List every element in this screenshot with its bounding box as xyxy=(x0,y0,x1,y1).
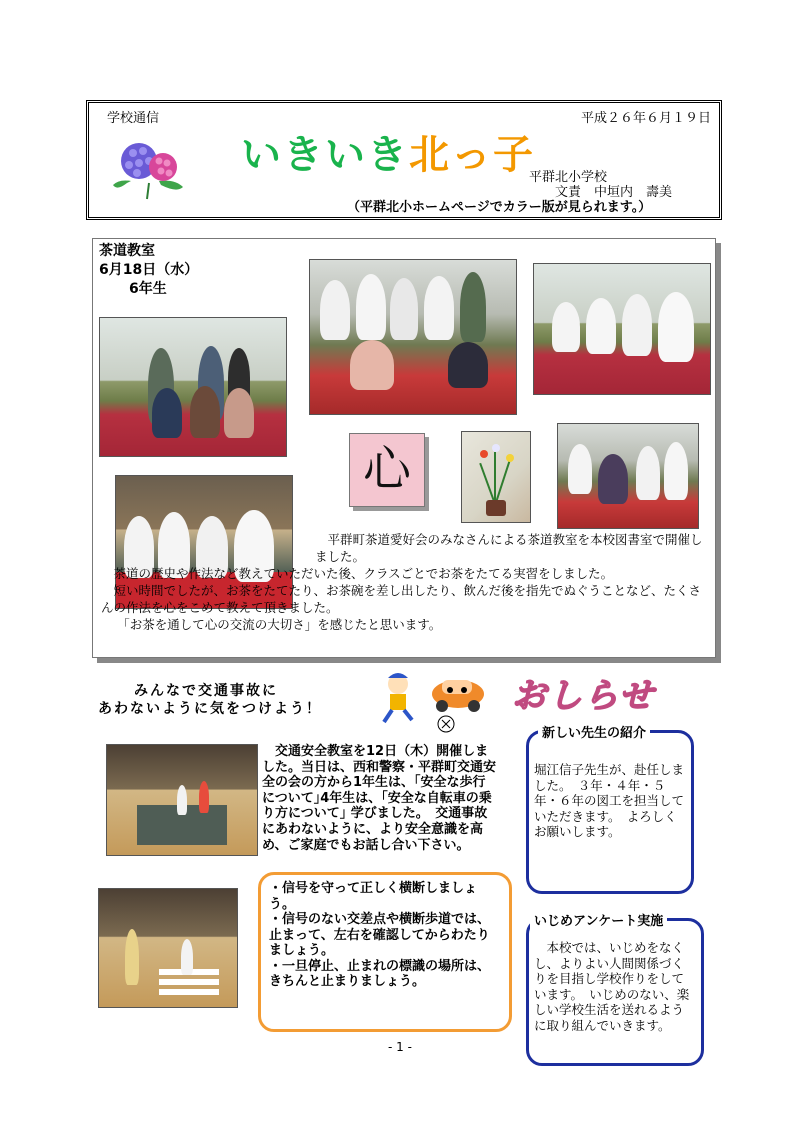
instructors-photo xyxy=(99,317,287,457)
tea-grade: 6年生 xyxy=(129,281,167,297)
traffic-rule-3: ・一旦停止、止まれの標識の場所は、きちんと止まりましょう。 xyxy=(269,958,491,989)
tea-article-body xyxy=(101,531,709,633)
new-teacher-title: 新しい先生の紹介 xyxy=(538,722,650,741)
hydrangea-icon xyxy=(109,133,189,201)
page-number: - 1 - xyxy=(388,1040,412,1054)
new-teacher-body: 堀江信子先生が、赴任しました。 ３年・４年・５年・６年の図工を担当していただきます。 よろしくお願いします。 xyxy=(534,762,685,839)
traffic-heading xyxy=(98,682,322,718)
traffic-body-text: 交通安全教室を12日（木）開催しました。当日は、西和警察・平群町交通安全の会の方から1年生は、｢安全な歩行について｣4年生は、｢安全な自転車の乗り方について｣ 学びました。 交通事故にあわないように、より安全意識を高め、ご家庭でもお話し合い下さい。 xyxy=(262,744,497,853)
gym-crosswalk-photo xyxy=(98,888,238,1008)
notices-heading: おしらせ xyxy=(512,676,655,716)
traffic-heading-line-1: みんなで交通事故に xyxy=(134,683,278,699)
tea-title: 茶道教室 xyxy=(99,243,155,259)
kokoro-card xyxy=(349,433,425,507)
traffic-rules-box xyxy=(258,872,512,1032)
bullying-survey-title: いじめアンケート実施 xyxy=(530,910,667,929)
instructor-with-students-photo xyxy=(557,423,699,529)
flower-arrangement-photo xyxy=(461,431,531,523)
tea-ceremony-section xyxy=(92,238,716,658)
author: 文責 中垣内 壽美 xyxy=(555,185,673,200)
tea-paragraph-1: 平群町茶道愛好会のみなさんによる茶道教室を本校図書室で開催しました。 xyxy=(315,532,703,564)
kokoro-character: 心 xyxy=(362,441,411,497)
traffic-rule-2: ・信号のない交差点や横断歩道では、止まって、左右を確認してからわたりましょう。 xyxy=(269,912,491,958)
demonstration-photo xyxy=(309,259,517,415)
tea-paragraph-4: 「お茶を通して心の交流の大切さ」を感じたと思います。 xyxy=(111,617,442,632)
tea-date: 6月18日（水） xyxy=(99,262,199,278)
school-name: 平群北小学校 xyxy=(529,170,608,185)
title-part-2: 北っ子 xyxy=(409,132,535,178)
homepage-note: （平群北小ホームページでカラー版が見られます。） xyxy=(347,200,652,215)
bullying-survey-body: 本校では、いじめをなくし、よりよい人間関係づくりを目指し学校作りをしています。 いじめのない、楽しい学校生活を送れるように取り組んでいきます。 xyxy=(534,940,690,1033)
tea-paragraph-2: 茶道の歴史や作法など教えていただいた後、クラスごとでお茶をたてる実習をしました。 xyxy=(101,566,614,581)
traffic-article-body xyxy=(98,744,496,853)
traffic-heading-line-2: あわないように気をつけよう！ xyxy=(98,701,322,717)
title-part-1: いきいき xyxy=(241,132,409,178)
traffic-rule-1: ・信号を守って正しく横断しましょう。 xyxy=(269,881,478,912)
newsletter-header xyxy=(86,100,722,220)
tea-paragraph-3: 短い時間でしたが、お茶をたてたり、お茶碗を差し出したり、飲んだ後を指先でぬぐうことなど、たくさんの作法を心をこめて教えて頂きました。 xyxy=(101,583,702,615)
issue-date: 平成２６年６月１９日 xyxy=(580,111,711,126)
running-boy-car-icon xyxy=(378,664,488,734)
newsletter-label: 学校通信 xyxy=(107,111,160,126)
students-practice-photo xyxy=(533,263,711,395)
tea-heading xyxy=(99,242,198,299)
newsletter-title xyxy=(241,123,535,180)
